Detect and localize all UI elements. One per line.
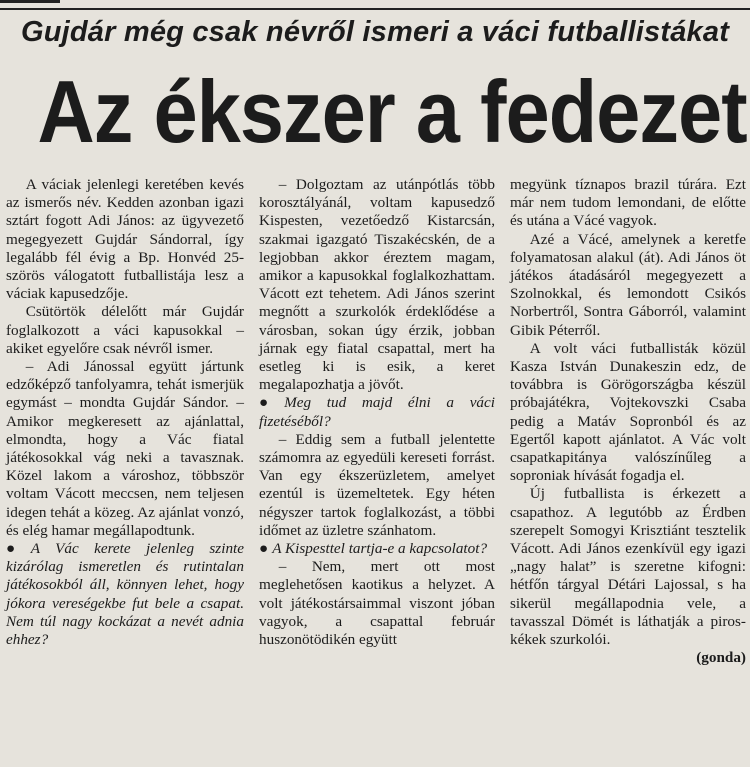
kicker-subtitle: Gujdár még csak névről ismeri a váci futballistákat [20,16,730,48]
bullet-icon: ● [259,540,269,558]
paragraph: – Adi Jánossal együtt jártunk edzőképző tanfolyamra, tehát ismerjük egymást – mondta Gujdár Sándor. – Amikor megkeresett az ajánlattal, elmondta, hogy a Vác fiatal játékosokkal vág neki a tavasznak. Közel lakom a városhoz, többször voltam Vácott meccsen, nem teljesen idegen tehát a közeg. Az ajánlat vonzó, és elég hamar megállapodtunk. [6,358,244,539]
question-text: Meg tud majd élni a váci fizetéséből? [259,394,495,430]
author-signature: (gonda) [696,649,746,667]
paragraph: Csütörtök délelőtt már Gujdár foglalkozott a váci kapusokkal – akiket egyelőre csak névről ismer. [6,303,244,357]
column-1 [6,176,244,649]
top-rule [0,8,750,10]
bullet-icon: ● [259,394,281,412]
question [6,540,244,649]
question [259,540,495,558]
paragraph: – Dolgoztam az utánpótlás több korosztályánál, voltam kapusedző Kispesten, vezetőedző Kistarcsán, szakmai igazgató Tiszakécskén, de a legjobban akkor éreztem magam, amikor a kapusokkal foglalkozhattam. Vácott ezt tehetem. Adi János szerint megnőtt a szurkolók érdeklődése a városban, sokan úgy érzik, jobban járnak egy fiatal csapattal, mert ha esetleg ki is esik, a keret megalapozhatja a jövőt. [259,176,495,394]
paragraph: – Nem, mert ott most meglehetősen kaotikus a helyzet. A volt játékostársaimmal viszont jóban vagyok, a csapattal február huszonötödikén együtt [259,558,495,649]
question-text: A Vác kerete jelenleg szinte kizárólag ismeretlen és rutintalan játékosokból áll, könnyen lehet, hogy jókora vereségekbe fut bele a csapat. Nem túl nagy kockázat a nevét adnia ehhez? [6,540,244,649]
question-text: A Kispesttel tartja-e a kapcsolatot? [272,540,488,558]
paragraph: – Eddig sem a futball jelentette számomra az egyedüli kereseti forrást. Van egy ékszerüzletem, amelyet ezentúl is üzemeltetek. Egy héten négyszer tartok foglalkozást, a többi időmet az üzletre szánhatom. [259,430,495,539]
paragraph: Új futballista is érkezett a csapathoz. A legutóbb az Érdben szerepelt Somogyi Krisztiánt tesztelik Vácott. Adi János ezenkívül egy igazi „nagy halat” is szeretne kifogni: hétfőn tárgyal Détári Lajossal, s ha sikerül megállapodnia vele, a tavasszal Dömét is láthatják a piros-kékek szurkolói. [510,485,746,649]
paragraph: A volt váci futballisták közül Kasza István Dunakeszin edz, de továbbra is Görögországba készül próbajátékra, Vojtekovszki Csaba pedig a Matáv Sopronból és az Egertől kapott ajánlatot. A Vác volt csapatkapitánya valószínűleg a soproniak hívását fogadja el. [510,339,746,485]
paragraph: Azé a Vácé, amelynek a keretfe folyamatosan alakul (át). Adi János öt játékos átadásáról megegyezett a Szolnokkal, és lemondott Csikós Norbertről, Sontra Gáborról, valamint Gibik Péterről. [510,230,746,339]
top-rule-accent [0,0,60,3]
paragraph: A váciak jelenlegi keretében kevés az ismerős név. Kedden azonban igazi sztárt fogott Adi János: az ügyvezető megegyezett Gujdár Sándorral, így legalább fél évig a Bp. Honvéd 25-szörös válogatott futballistája lesz a váciak kapusedzője. [6,176,244,303]
paragraph: megyünk tíznapos brazil túrára. Ezt már nem tudom lemondani, de előtte és utána a Vácé vagyok. [510,176,746,230]
question [259,394,495,430]
column-3 [510,176,746,667]
headline: Az ékszer a fedezet [37,62,747,161]
column-2 [259,176,495,649]
bullet-icon: ● [6,540,27,558]
